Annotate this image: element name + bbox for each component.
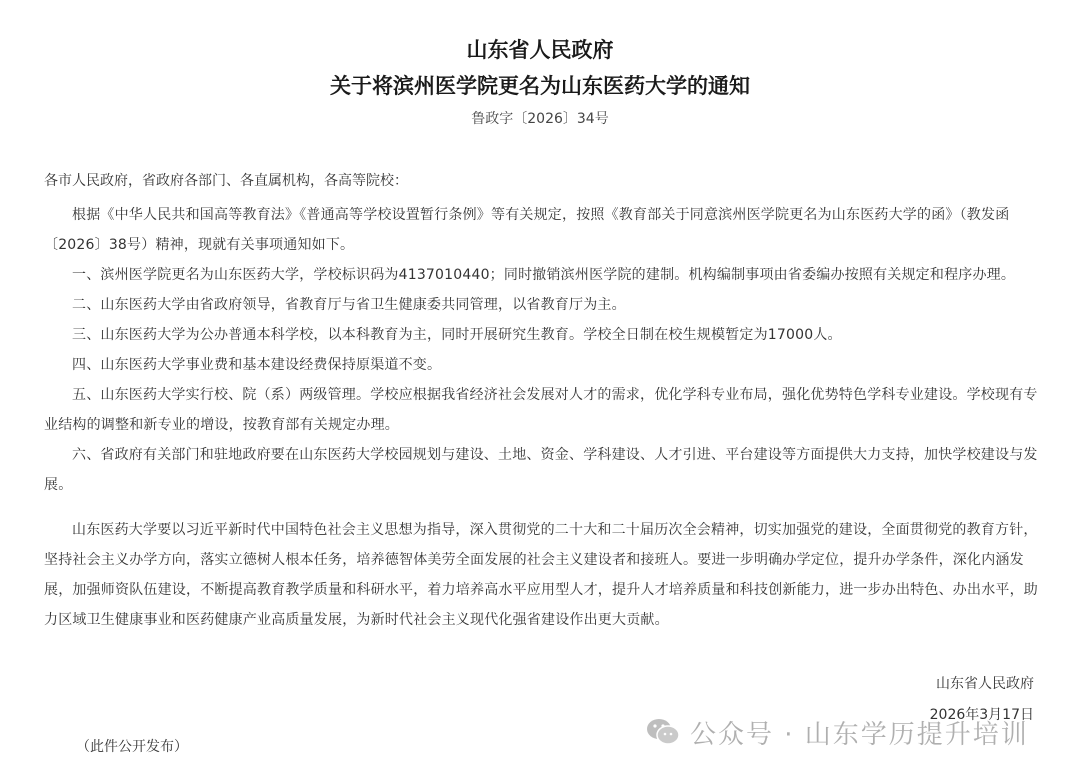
disclosure-note: （此件公开发布） xyxy=(76,739,188,755)
item-paragraph: 二、山东医药大学由省政府领导，省教育厅与省卫生健康委共同管理，以省教育厅为主。 xyxy=(72,297,626,313)
intro-paragraph: 根据《中华人民共和国高等教育法》《普通高等学校设置暂行条例》等有关规定，按照《教育部关于同意滨州医学院更名为山东医药大学的函》（教发函〔2026〕38号）精神，现就有关事项通知如下。 xyxy=(44,207,1010,253)
item-paragraph: 三、山东医药大学为公办普通本科学校，以本科教育为主，同时开展研究生教育。学校全日制在校生规模暂定为17000人。 xyxy=(72,327,842,343)
closing-paragraph: 山东医药大学要以习近平新时代中国特色社会主义思想为指导，深入贯彻党的二十大和二十届历次全会精神，切实加强党的建设，全面贯彻党的教育方针，坚持社会主义办学方向，落实立德树人根本任务，培养德智体美劳全面发展的社会主义建设者和接班人。要进一步明确办学定位，提升办学条件，深化内涵发展，加强师资队伍建设，不断提高教育教学质量和科研水平，着力培养高水平应用型人才，提升人才培养质量和科技创新能力，进一步办出特色、办出水平，助力区域卫生健康事业和医药健康产业高质量发展，为新时代社会主义现代化强省建设作出更大贡献。 xyxy=(44,522,1038,628)
issuer-title: 山东省人民政府 xyxy=(466,38,614,62)
document-number: 鲁政字〔2026〕34号 xyxy=(471,111,609,127)
watermark-text: 公众号 · 山东学历提升培训 xyxy=(690,719,1029,750)
salutation: 各市人民政府，省政府各部门、各直属机构，各高等院校： xyxy=(44,173,408,189)
item-paragraph: 五、山东医药大学实行校、院（系）两级管理。学校应根据我省经济社会发展对人才的需求，优化学科专业布局，强化优势特色学科专业建设。学校现有专业结构的调整和新专业的增设，按教育部有关规定办理。 xyxy=(44,387,1038,433)
closing-section xyxy=(44,515,1040,635)
wechat-icon xyxy=(646,717,680,747)
issue-date: 2026年3月17日 xyxy=(929,707,1034,723)
item-paragraph: 一、滨州医学院更名为山东医药大学，学校标识码为4137010440；同时撤销滨州医学院的建制。机构编制事项由省委编办按照有关规定和程序办理。 xyxy=(72,267,1016,283)
notice-title: 关于将滨州医学院更名为山东医药大学的通知 xyxy=(330,74,750,98)
notice-body xyxy=(44,200,1040,500)
item-paragraph: 四、山东医药大学事业费和基本建设经费保持原渠道不变。 xyxy=(72,357,442,373)
signer: 山东省人民政府 xyxy=(936,676,1034,692)
item-paragraph: 六、省政府有关部门和驻地政府要在山东医药大学校园规划与建设、土地、资金、学科建设、人才引进、平台建设等方面提供大力支持，加快学校建设与发展。 xyxy=(44,447,1038,493)
